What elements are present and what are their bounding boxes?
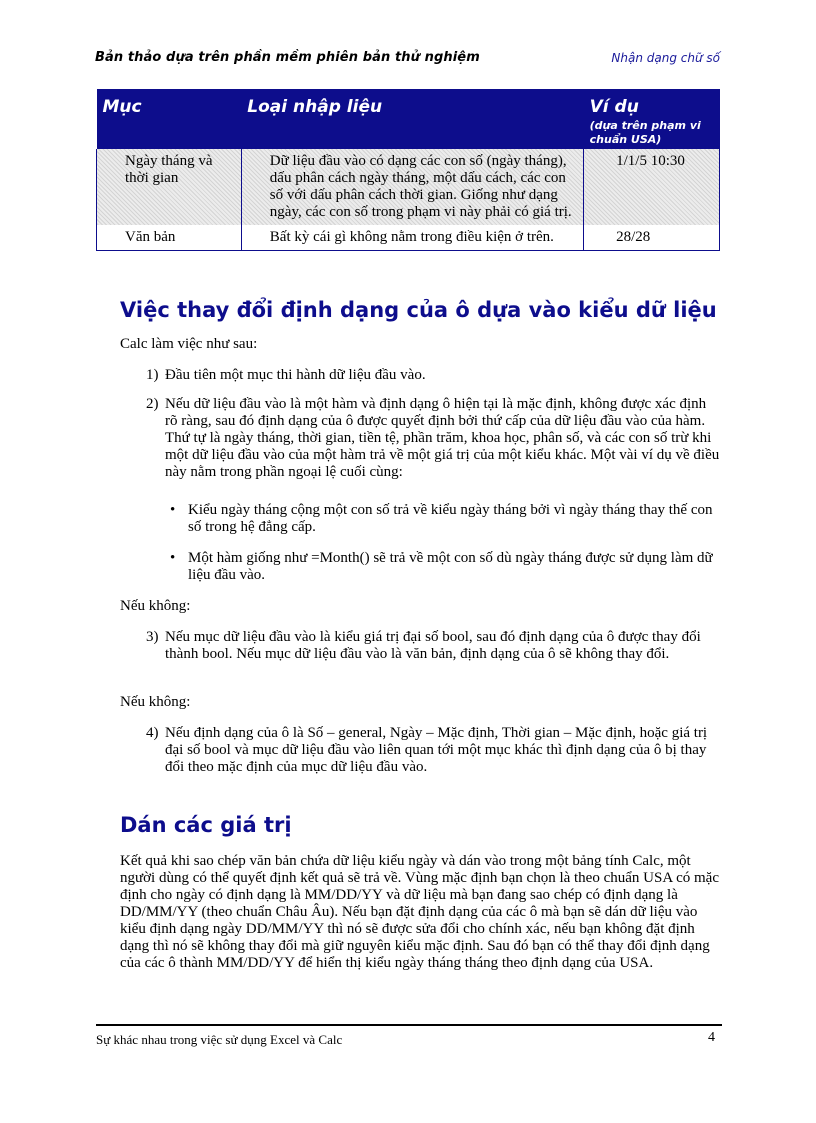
cell-example: 1/1/5 10:30 (584, 149, 720, 225)
list-text: Nếu dữ liệu đầu vào là một hàm và định dạng ô hiện tại là mặc định, không được xác định rõ ràng, sau đó định dạng của ô được quyết định bởi thứ cấp của dữ liệu đầu vào của hàm. Thứ tự là ngày tháng, thời gian, tiền tệ, phần trăm, khoa học, phân số, và các con số trừ khi một dữ liệu đầu vào của một hàm trả về một giá trị của một kiểu khác. Một vài ví dụ về điều này nằm trong phần ngoại lệ cuối cùng: (165, 396, 720, 480)
page-number: 4 (708, 1030, 715, 1045)
cell-item: Ngày tháng và thời gian (97, 149, 242, 225)
list-number: 4) (146, 725, 159, 741)
paste-values-paragraph: Kết quả khi sao chép văn bản chứa dữ liệu kiểu ngày và dán vào trong một bảng tính Calc, một người dùng có thể quyết định kết quả sẽ trả về. Vùng mặc định bạn chọn là theo chuẩn USA có mặc định cho ngày có định dạng là MM/DD/YY và dữ liệu mà bạn đang sao chép có định dạng là DD/MM/YY (theo chuẩn Châu Âu). Nếu bạn đặt định dạng của các ô mà bạn sẽ dán dữ liệu vào kiểu định dạng ngày DD/MM/YY thì nó sẽ được sửa đổi cho chính xác, nếu bạn không đặt định dạng thì nó sẽ không thay đổi mà giữ nguyên kiểu mặc định. Sau đó bạn có thể thay đổi định dạng của các ô thành MM/DD/YY để hiển thị kiểu ngày tháng tháng theo định dạng của USA. (120, 853, 719, 971)
table-row (97, 149, 720, 225)
otherwise-text: Nếu không: (120, 694, 191, 710)
cell-example: 28/28 (584, 225, 720, 251)
footer-title: Sự khác nhau trong việc sử dụng Excel và Calc (96, 1032, 343, 1047)
section-heading-format-change: Việc thay đổi định dạng của ô dựa vào kiểu dữ liệu (120, 298, 717, 322)
cell-item: Văn bản (97, 225, 242, 251)
list-text: Đầu tiên một mục thi hành dữ liệu đầu vào. (165, 367, 426, 383)
list-item (146, 396, 722, 481)
list-item (146, 725, 722, 776)
header-example (584, 89, 720, 149)
header-title: Bản thảo dựa trên phần mềm phiên bản thử nghiệm (95, 50, 480, 65)
cell-input-type: Dữ liệu đầu vào có dạng các con số (ngày tháng), dấu phân cách ngày tháng, một dấu cách, các con số với dấu phân cách thời gian. Giống như dạng ngày, các con số trong phạm vi này phải có giá trị. (241, 149, 583, 225)
otherwise-text: Nếu không: (120, 598, 191, 614)
list-text: Nếu mục dữ liệu đầu vào là kiểu giá trị đại số bool, sau đó định dạng của ô được thay đổi thành bool. Nếu mục dữ liệu đầu vào là văn bản, định dạng của ô sẽ không thay đổi. (165, 629, 701, 662)
list-number: 1) (146, 367, 159, 383)
number-recognition-table (96, 89, 720, 251)
bullet-icon: • (170, 502, 176, 518)
header-item: Mục (97, 89, 242, 149)
bullet-text: Kiểu ngày tháng cộng một con số trả về kiểu ngày tháng bởi vì ngày tháng thay thế con số trong hệ đẳng cấp. (188, 502, 713, 535)
bullet-text: Một hàm giống như =Month() sẽ trả về một con số dù ngày tháng được sử dụng làm dữ liệu đầu vào. (188, 550, 713, 583)
list-number: 3) (146, 629, 159, 645)
header-section: Nhận dạng chữ số (611, 51, 720, 65)
cell-input-type: Bất kỳ cái gì không nằm trong điều kiện ở trên. (241, 225, 583, 251)
page-header (95, 50, 720, 72)
list-item (146, 367, 722, 384)
list-number: 2) (146, 396, 159, 412)
bullet-item (170, 550, 722, 584)
table-header-row (97, 89, 720, 149)
header-input-type: Loại nhập liệu (241, 89, 583, 149)
list-text: Nếu định dạng của ô là Số – general, Ngày – Mặc định, Thời gian – Mặc định, hoặc giá trị đại số bool và mục dữ liệu đầu vào liên quan tới một mục khác thì định dạng của ô bị thay đổi theo mặc định của mục dữ liệu đầu vào. (165, 725, 708, 775)
table-row (97, 225, 720, 251)
list-item (146, 629, 722, 663)
header-example-label: Ví dụ (589, 97, 639, 117)
bullet-item (170, 502, 722, 536)
intro-text: Calc làm việc như sau: (120, 336, 258, 352)
bullet-icon: • (170, 550, 176, 566)
section-heading-paste-values: Dán các giá trị (120, 813, 292, 837)
header-example-note: (dựa trên phạm vi chuẩn USA) (589, 119, 701, 146)
footer-divider (96, 1024, 722, 1026)
